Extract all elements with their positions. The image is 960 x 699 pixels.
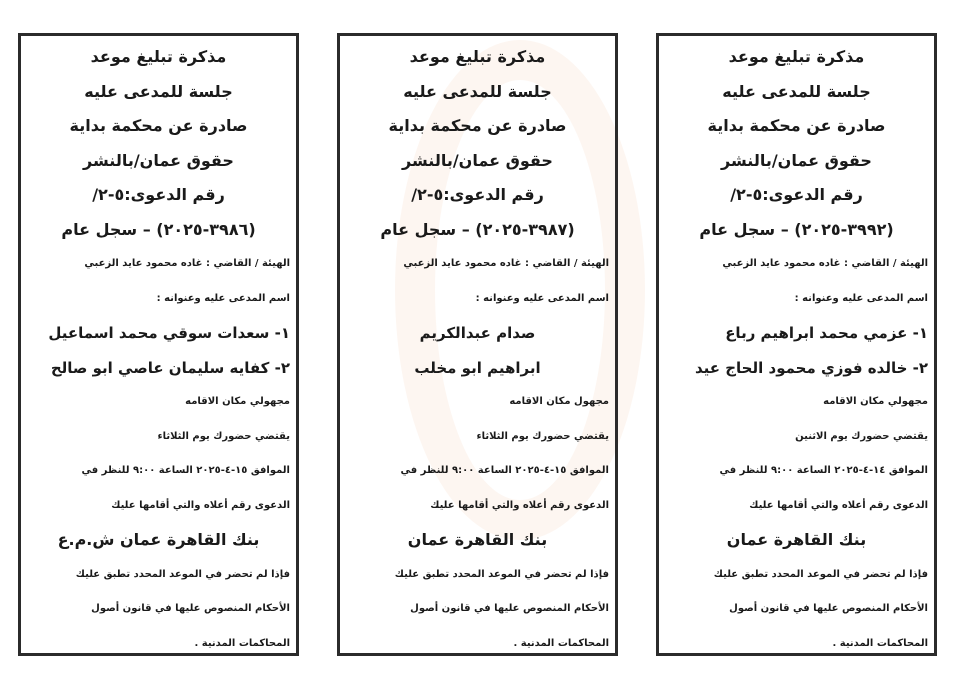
plaintiff: بنك القاهرة عمان ش.م.ع bbox=[57, 530, 260, 549]
defendant-name-2: ٢- كفايه سليمان عاصي ابو صالح bbox=[50, 358, 290, 377]
judge: الهيئة / القاضي : غاده محمود عايد الزعبي bbox=[403, 258, 609, 269]
attendance-day: يقتضي حضورك يوم الثلاثاء bbox=[157, 430, 290, 442]
warning-line-1: فإذا لم تحضر في الموعد المحدد تطبق عليك bbox=[75, 568, 290, 580]
judge: الهيئة / القاضي : غاده محمود عايد الزعبي bbox=[84, 258, 290, 269]
hearing-date: الموافق ١٥-٤-٢٠٢٥ الساعة ٩:٠٠ للنظر في bbox=[400, 465, 609, 476]
court-name: صادرة عن محكمة بداية bbox=[69, 116, 248, 135]
court-notice-3 bbox=[18, 33, 299, 656]
residence: مجهول مكان الاقامه bbox=[509, 396, 609, 407]
case-label: رقم الدعوى:٥-٢/ bbox=[730, 185, 863, 204]
attendance-day: يقتضي حضورك يوم الاثنين bbox=[795, 430, 928, 442]
notice-subtitle: جلسة للمدعى عليه bbox=[84, 81, 233, 101]
court-department: حقوق عمان/بالنشر bbox=[721, 150, 872, 170]
warning-line-2: الأحكام المنصوص عليها في قانون أصول bbox=[91, 603, 290, 614]
defendant-name-1: ١- سعدات سوقي محمد اسماعيل bbox=[48, 324, 290, 342]
notice-subtitle: جلسة للمدعى عليه bbox=[722, 81, 871, 101]
court-department: حقوق عمان/بالنشر bbox=[402, 150, 553, 170]
notice-title: مذكرة تبليغ موعد bbox=[409, 47, 546, 66]
notice-subtitle: جلسة للمدعى عليه bbox=[403, 81, 552, 101]
court-department: حقوق عمان/بالنشر bbox=[83, 150, 234, 170]
warning-line-2: الأحكام المنصوص عليها في قانون أصول bbox=[410, 603, 609, 614]
hearing-date: الموافق ١٥-٤-٢٠٢٥ الساعة ٩:٠٠ للنظر في bbox=[81, 465, 290, 476]
notice-title: مذكرة تبليغ موعد bbox=[728, 47, 865, 66]
plaintiff: بنك القاهرة عمان bbox=[407, 530, 548, 549]
warning-line-3: المحاكمات المدنية . bbox=[194, 637, 290, 649]
defendant-label: اسم المدعى عليه وعنوانه : bbox=[156, 292, 290, 304]
hearing-date: الموافق ١٤-٤-٢٠٢٥ الساعة ٩:٠٠ للنظر في bbox=[719, 465, 928, 476]
warning-line-3: المحاكمات المدنية . bbox=[832, 637, 928, 649]
case-number: (٣٩٩٢-٢٠٢٥) – سجل عام bbox=[699, 219, 894, 239]
court-name: صادرة عن محكمة بداية bbox=[388, 116, 567, 135]
residence: مجهولي مكان الاقامه bbox=[823, 396, 928, 407]
residence: مجهولي مكان الاقامه bbox=[185, 396, 290, 407]
warning-line-1: فإذا لم تحضر في الموعد المحدد تطبق عليك bbox=[394, 568, 609, 580]
case-reference: الدعوى رقم أعلاه والتي أقامها عليك bbox=[430, 499, 609, 511]
case-number: (٣٩٨٧-٢٠٢٥) – سجل عام bbox=[380, 219, 575, 239]
court-name: صادرة عن محكمة بداية bbox=[707, 116, 886, 135]
case-label: رقم الدعوى:٥-٢/ bbox=[92, 185, 225, 204]
court-notice-1 bbox=[656, 33, 937, 656]
case-number: (٣٩٨٦-٢٠٢٥) – سجل عام bbox=[61, 219, 256, 239]
warning-line-3: المحاكمات المدنية . bbox=[513, 637, 609, 649]
case-label: رقم الدعوى:٥-٢/ bbox=[411, 185, 544, 204]
defendant-name-2: ٢- خالده فوزي محمود الحاج عيد bbox=[694, 358, 928, 377]
plaintiff: بنك القاهرة عمان bbox=[726, 530, 867, 549]
judge: الهيئة / القاضي : غاده محمود عايد الزعبي bbox=[722, 258, 928, 269]
defendant-name-1: ١- عزمي محمد ابراهيم رباع bbox=[725, 324, 928, 342]
case-reference: الدعوى رقم أعلاه والتي أقامها عليك bbox=[749, 499, 928, 511]
warning-line-2: الأحكام المنصوص عليها في قانون أصول bbox=[729, 603, 928, 614]
court-notice-2 bbox=[337, 33, 618, 656]
defendant-name-1: صدام عبدالكريم bbox=[419, 324, 536, 342]
notice-title: مذكرة تبليغ موعد bbox=[90, 47, 227, 66]
attendance-day: يقتضي حضورك يوم الثلاثاء bbox=[476, 430, 609, 442]
defendant-name-2: ابراهيم ابو مخلب bbox=[414, 358, 541, 377]
warning-line-1: فإذا لم تحضر في الموعد المحدد تطبق عليك bbox=[713, 568, 928, 580]
defendant-label: اسم المدعى عليه وعنوانه : bbox=[475, 292, 609, 304]
defendant-label: اسم المدعى عليه وعنوانه : bbox=[794, 292, 928, 304]
case-reference: الدعوى رقم أعلاه والتي أقامها عليك bbox=[111, 499, 290, 511]
